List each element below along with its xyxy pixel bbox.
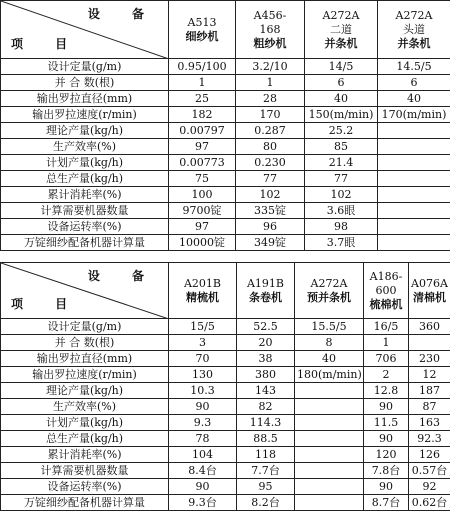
- table-cell: 11.5: [364, 415, 409, 431]
- table-cell: 14.5/5: [378, 59, 450, 75]
- table-cell: 102: [236, 187, 305, 203]
- table-cell: [295, 399, 364, 415]
- table-cell: [378, 139, 450, 155]
- row-label: 计划产量(kg/h): [1, 415, 169, 431]
- table-cell: 0.62台: [409, 495, 450, 511]
- table-cell: 9700锭: [169, 203, 236, 219]
- table-row: [1, 235, 450, 251]
- machine-header: A191B 条卷机: [237, 263, 295, 319]
- row-label: 设计定量(g/m): [1, 59, 169, 75]
- table-cell: 1: [236, 75, 305, 91]
- table-row: [1, 187, 450, 203]
- table-cell: 20: [237, 335, 295, 351]
- table-row: [1, 479, 450, 495]
- table-cell: 88.5: [237, 431, 295, 447]
- table-cell: 6: [378, 75, 450, 91]
- machine-header: A456- 168 粗纱机: [236, 1, 305, 59]
- corner-item-label: 项 目: [11, 297, 82, 311]
- table-cell: 75: [169, 171, 236, 187]
- table-cell: 100: [169, 187, 236, 203]
- table-cell: 9.3: [169, 415, 237, 431]
- table-cell: 15/5: [169, 319, 237, 335]
- row-label: 设备运转率(%): [1, 479, 169, 495]
- row-label: 计划产量(kg/h): [1, 155, 169, 171]
- table-cell: 6: [305, 75, 378, 91]
- table-cell: 40: [305, 91, 378, 107]
- table-row: [1, 219, 450, 235]
- table-cell: 3.6眼: [305, 203, 378, 219]
- table-cell: 170: [236, 107, 305, 123]
- table-cell: 90: [364, 479, 409, 495]
- table-row: [1, 123, 450, 139]
- table-cell: 97: [169, 219, 236, 235]
- row-label: 理论产量(kg/h): [1, 123, 169, 139]
- table-cell: 102: [305, 187, 378, 203]
- table-cell: 96: [236, 219, 305, 235]
- table-cell: [378, 203, 450, 219]
- table-cell: 97: [169, 139, 236, 155]
- row-label: 计算需要机器数量: [1, 463, 169, 479]
- table-cell: 82: [237, 399, 295, 415]
- table-cell: 118: [237, 447, 295, 463]
- table-body: [1, 59, 450, 251]
- table-cell: 12.8: [364, 383, 409, 399]
- table-cell: [409, 335, 450, 351]
- table-row: [1, 171, 450, 187]
- table-row: [1, 495, 450, 511]
- table-cell: 8.4台: [169, 463, 237, 479]
- table-cell: 95: [237, 479, 295, 495]
- row-label: 输出罗拉速度(r/min): [1, 107, 169, 123]
- table-cell: 92.3: [409, 431, 450, 447]
- row-label: 生产效率(%): [1, 139, 169, 155]
- machine-header: A076A 清棉机: [409, 263, 450, 319]
- table-cell: 87: [409, 399, 450, 415]
- table-cell: 0.95/100: [169, 59, 236, 75]
- table-cell: [295, 495, 364, 511]
- table-cell: 349锭: [236, 235, 305, 251]
- table-row: [1, 351, 450, 367]
- corner-cell: [1, 1, 169, 59]
- table-row: [1, 431, 450, 447]
- table-cell: 170(m/min): [378, 107, 450, 123]
- machine-header: A513 细纱机: [169, 1, 236, 59]
- row-label: 输出罗拉速度(r/min): [1, 367, 169, 383]
- table-cell: 706: [364, 351, 409, 367]
- table-cell: 77: [236, 171, 305, 187]
- table-cell: 335锭: [236, 203, 305, 219]
- table-cell: [378, 235, 450, 251]
- table-cell: 25: [169, 91, 236, 107]
- row-label: 设计定量(g/m): [1, 319, 169, 335]
- table-cell: [378, 155, 450, 171]
- table-cell: 8: [295, 335, 364, 351]
- table-row: [1, 91, 450, 107]
- machine-header: A201B 精梳机: [169, 263, 237, 319]
- table-cell: 10000锭: [169, 235, 236, 251]
- table-cell: 40: [295, 351, 364, 367]
- table-cell: 9.3台: [169, 495, 237, 511]
- table-cell: [378, 123, 450, 139]
- row-label: 万锭细纱配备机器计算量: [1, 495, 169, 511]
- table-cell: [295, 447, 364, 463]
- row-label: 输出罗拉直径(mm): [1, 91, 169, 107]
- table-cell: 92: [409, 479, 450, 495]
- table-cell: 0.230: [236, 155, 305, 171]
- table-cell: 10.3: [169, 383, 237, 399]
- table-cell: 2: [364, 367, 409, 383]
- table-preparation-machines: [0, 262, 450, 511]
- table-cell: [378, 219, 450, 235]
- row-label: 生产效率(%): [1, 399, 169, 415]
- row-label: 万锭细纱配备机器计算量: [1, 235, 169, 251]
- table-cell: 8.2台: [237, 495, 295, 511]
- row-label: 理论产量(kg/h): [1, 383, 169, 399]
- machine-header: A186- 600 梳棉机: [364, 263, 409, 319]
- row-label: 并 合 数(根): [1, 335, 169, 351]
- table-cell: 90: [364, 399, 409, 415]
- table-row: [1, 319, 450, 335]
- table-body: [1, 319, 450, 511]
- row-label: 输出罗拉直径(mm): [1, 351, 169, 367]
- table-cell: 120: [364, 447, 409, 463]
- table-row: [1, 107, 450, 123]
- table-cell: 163: [409, 415, 450, 431]
- table-cell: 77: [305, 171, 378, 187]
- table-cell: 1: [169, 75, 236, 91]
- table-separator: [0, 254, 450, 262]
- table-row: [1, 463, 450, 479]
- table-cell: 0.00773: [169, 155, 236, 171]
- table-cell: 90: [169, 399, 237, 415]
- row-label: 并 合 数(根): [1, 75, 169, 91]
- table-cell: 114.3: [237, 415, 295, 431]
- corner-equipment-label: 设 备: [87, 269, 158, 283]
- table-cell: 90: [364, 431, 409, 447]
- table-cell: 14/5: [305, 59, 378, 75]
- table-cell: 104: [169, 447, 237, 463]
- row-label: 累计消耗率(%): [1, 447, 169, 463]
- corner-equipment-label: 设 备: [87, 7, 158, 21]
- table-row: [1, 399, 450, 415]
- table-cell: 90: [169, 479, 237, 495]
- table-cell: 3.7眼: [305, 235, 378, 251]
- table-cell: 180(m/min): [295, 367, 364, 383]
- table-cell: 0.287: [236, 123, 305, 139]
- table-cell: 3.2/10: [236, 59, 305, 75]
- table-cell: [295, 479, 364, 495]
- table-cell: 28: [236, 91, 305, 107]
- table-cell: 85: [305, 139, 378, 155]
- table-cell: 230: [409, 351, 450, 367]
- table-row: [1, 75, 450, 91]
- table-row: [1, 139, 450, 155]
- table-cell: 143: [237, 383, 295, 399]
- table-cell: 1: [364, 335, 409, 351]
- table-cell: 0.57台: [409, 463, 450, 479]
- table-row: [1, 59, 450, 75]
- table-cell: [295, 415, 364, 431]
- row-label: 总生产量(kg/h): [1, 171, 169, 187]
- table-cell: [378, 171, 450, 187]
- row-label: 设备运转率(%): [1, 219, 169, 235]
- table-cell: 25.2: [305, 123, 378, 139]
- table-row: [1, 447, 450, 463]
- machine-header: A272A 预并条机: [295, 263, 364, 319]
- table-row: [1, 203, 450, 219]
- table-cell: 12: [409, 367, 450, 383]
- table-cell: 187: [409, 383, 450, 399]
- table-row: [1, 383, 450, 399]
- table-cell: 80: [236, 139, 305, 155]
- table-cell: 15.5/5: [295, 319, 364, 335]
- table-cell: 130: [169, 367, 237, 383]
- table-cell: 40: [378, 91, 450, 107]
- table-cell: 126: [409, 447, 450, 463]
- table-cell: 7.7台: [237, 463, 295, 479]
- table-cell: 70: [169, 351, 237, 367]
- table-row: [1, 367, 450, 383]
- table-cell: 3: [169, 335, 237, 351]
- table-row: [1, 155, 450, 171]
- table-cell: 0.00797: [169, 123, 236, 139]
- table-cell: 98: [305, 219, 378, 235]
- table-row: [1, 415, 450, 431]
- table-cell: [295, 431, 364, 447]
- table-cell: 150(m/min): [305, 107, 378, 123]
- table-cell: 78: [169, 431, 237, 447]
- table-cell: 21.4: [305, 155, 378, 171]
- machine-header: A272A 二道 并条机: [305, 1, 378, 59]
- table-cell: 380: [237, 367, 295, 383]
- table-cell: 16/5: [364, 319, 409, 335]
- table-cell: [295, 463, 364, 479]
- corner-item-label: 项 目: [11, 37, 82, 51]
- table-header-row: [1, 263, 450, 319]
- table-cell: [295, 383, 364, 399]
- table-cell: 182: [169, 107, 236, 123]
- table-cell: 7.8台: [364, 463, 409, 479]
- table-cell: [378, 187, 450, 203]
- row-label: 计算需要机器数量: [1, 203, 169, 219]
- corner-cell: [1, 263, 169, 319]
- table-spinning-frames: [0, 0, 450, 251]
- table-cell: 360: [409, 319, 450, 335]
- table-cell: 38: [237, 351, 295, 367]
- table-cell: 8.7台: [364, 495, 409, 511]
- row-label: 累计消耗率(%): [1, 187, 169, 203]
- table-row: [1, 335, 450, 351]
- table-header-row: [1, 1, 450, 59]
- machine-header: A272A 头道 并条机: [378, 1, 450, 59]
- row-label: 总生产量(kg/h): [1, 431, 169, 447]
- table-cell: 52.5: [237, 319, 295, 335]
